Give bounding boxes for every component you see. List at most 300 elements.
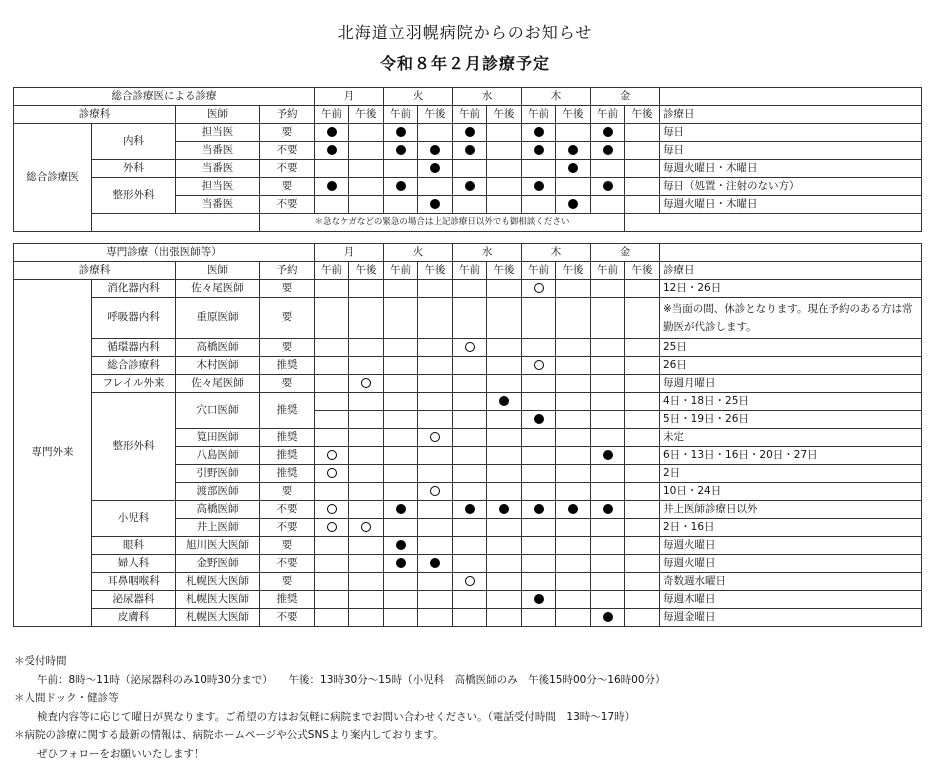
slot-cell — [418, 573, 453, 591]
slot-cell — [349, 447, 384, 465]
weekday-header: 木 — [522, 88, 591, 106]
slot-cell — [487, 591, 522, 609]
reservation-cell: 要 — [260, 339, 315, 357]
pm-header: 午後 — [625, 262, 660, 280]
schedule-title: 令和８年２月診療予定 — [379, 54, 550, 73]
slot-cell — [591, 298, 625, 339]
slot-cell — [418, 483, 453, 501]
dept-cell: フレイル外来 — [92, 375, 176, 393]
filled-circle-icon — [568, 199, 578, 209]
slot-cell — [384, 429, 418, 447]
slot-cell — [556, 465, 591, 483]
slot-cell — [418, 429, 453, 447]
slot-cell — [453, 537, 487, 555]
note-spacer — [92, 214, 260, 232]
doctor-cell: 佐々尾医師 — [176, 375, 260, 393]
doctor-cell: 井上医師 — [176, 519, 260, 537]
slot-cell — [453, 411, 487, 429]
slot-cell — [556, 375, 591, 393]
slot-cell — [522, 411, 556, 429]
slot-cell — [453, 609, 487, 627]
filled-circle-icon — [465, 145, 475, 155]
blank-header — [660, 88, 922, 106]
dept-cell: 小児科 — [92, 501, 176, 537]
slot-cell — [591, 519, 625, 537]
doctor-cell: 渡部医師 — [176, 483, 260, 501]
slot-cell — [522, 609, 556, 627]
am-header: 午前 — [315, 106, 349, 124]
filled-circle-icon — [603, 145, 613, 155]
slot-cell — [418, 465, 453, 483]
doctor-cell: 重原医師 — [176, 298, 260, 339]
dept-cell: 泌尿器科 — [92, 591, 176, 609]
filled-circle-icon — [465, 127, 475, 137]
slot-cell — [522, 573, 556, 591]
open-circle-icon — [534, 360, 544, 370]
slot-cell — [349, 357, 384, 375]
slot-cell — [487, 339, 522, 357]
slot-cell — [625, 429, 660, 447]
slot-cell — [315, 501, 349, 519]
dept-cell: 呼吸器内科 — [92, 298, 176, 339]
slot-cell — [384, 519, 418, 537]
days-cell: 4日・18日・25日 — [660, 393, 922, 411]
slot-cell — [418, 178, 453, 196]
slot-cell — [591, 573, 625, 591]
slot-cell — [349, 465, 384, 483]
days-cell: 26日 — [660, 357, 922, 375]
follow-text: ぜひフォローをお願いいたします！ — [37, 747, 205, 760]
slot-cell — [384, 591, 418, 609]
slot-cell — [384, 447, 418, 465]
slot-cell — [625, 519, 660, 537]
slot-cell — [556, 429, 591, 447]
days-cell: 5日・19日・26日 — [660, 411, 922, 429]
weekday-header: 火 — [384, 244, 453, 262]
slot-cell — [315, 196, 349, 214]
dept-header: 診療科 — [14, 106, 176, 124]
slot-cell — [384, 124, 418, 142]
slot-cell — [591, 501, 625, 519]
slot-cell — [556, 411, 591, 429]
reservation-cell: 要 — [260, 483, 315, 501]
slot-cell — [315, 447, 349, 465]
slot-cell — [591, 124, 625, 142]
slot-cell — [625, 465, 660, 483]
slot-cell — [349, 555, 384, 573]
filled-circle-icon — [327, 181, 337, 191]
slot-cell — [453, 357, 487, 375]
doctor-cell: 担当医 — [176, 178, 260, 196]
slot-cell — [625, 339, 660, 357]
section-title: 専門診療（出張医師等） — [14, 244, 315, 262]
slot-cell — [384, 178, 418, 196]
slot-cell — [453, 429, 487, 447]
dept-header: 診療科 — [14, 262, 176, 280]
slot-cell — [487, 196, 522, 214]
days-cell: 10日・24日 — [660, 483, 922, 501]
slot-cell — [453, 339, 487, 357]
slot-cell — [384, 357, 418, 375]
filled-circle-icon — [534, 145, 544, 155]
slot-cell — [315, 142, 349, 160]
slot-cell — [418, 555, 453, 573]
slot-cell — [487, 124, 522, 142]
days-cell: 25日 — [660, 339, 922, 357]
slot-cell — [384, 501, 418, 519]
days-cell: 毎週火曜日 — [660, 555, 922, 573]
slot-cell — [556, 357, 591, 375]
reservation-cell: 要 — [260, 375, 315, 393]
filled-circle-icon — [534, 414, 544, 424]
slot-cell — [487, 411, 522, 429]
dept-cell: 眼科 — [92, 537, 176, 555]
slot-cell — [349, 429, 384, 447]
pm-header: 午後 — [349, 262, 384, 280]
slot-cell — [625, 375, 660, 393]
slot-cell — [625, 501, 660, 519]
weekday-header: 火 — [384, 88, 453, 106]
days-cell: 毎週火曜日・木曜日 — [660, 160, 922, 178]
slot-cell — [349, 501, 384, 519]
filled-circle-icon — [534, 127, 544, 137]
slot-cell — [453, 447, 487, 465]
slot-cell — [418, 124, 453, 142]
doctor-cell: 八島医師 — [176, 447, 260, 465]
doctor-cell: 穴口医師 — [176, 393, 260, 429]
reservation-cell: 要 — [260, 573, 315, 591]
slot-cell — [349, 339, 384, 357]
slot-cell — [315, 375, 349, 393]
slot-cell — [349, 178, 384, 196]
doctor-cell: 旭川医大医師 — [176, 537, 260, 555]
doctor-cell: 金野医師 — [176, 555, 260, 573]
slot-cell — [487, 393, 522, 411]
slot-cell — [418, 142, 453, 160]
days-cell: 2日・16日 — [660, 519, 922, 537]
slot-cell — [315, 178, 349, 196]
doctor-header: 医師 — [176, 106, 260, 124]
slot-cell — [625, 160, 660, 178]
slot-cell — [384, 298, 418, 339]
open-circle-icon — [327, 504, 337, 514]
days-cell: 井上医師診療日以外 — [660, 501, 922, 519]
filled-circle-icon — [568, 163, 578, 173]
slot-cell — [349, 196, 384, 214]
slot-cell — [453, 465, 487, 483]
slot-cell — [625, 555, 660, 573]
reservation-cell: 要 — [260, 178, 315, 196]
filled-circle-icon — [396, 504, 406, 514]
filled-circle-icon — [603, 450, 613, 460]
reception-hours: 午前：8時～11時（泌尿器科のみ10時30分まで） 午後：13時30分～15時（小児科 高橋医師のみ 午後15時00分～16時00分） — [37, 673, 666, 686]
weekday-header: 水 — [453, 88, 522, 106]
slot-cell — [556, 298, 591, 339]
slot-cell — [625, 573, 660, 591]
slot-cell — [556, 339, 591, 357]
slot-cell — [349, 160, 384, 178]
pm-header: 午後 — [349, 106, 384, 124]
slot-cell — [522, 124, 556, 142]
slot-cell — [315, 357, 349, 375]
reservation-cell: 不要 — [260, 609, 315, 627]
section-title: 総合診療医による診療 — [14, 88, 315, 106]
slot-cell — [349, 591, 384, 609]
slot-cell — [556, 196, 591, 214]
dept-cell: 外科 — [92, 160, 176, 178]
slot-cell — [591, 375, 625, 393]
slot-cell — [384, 160, 418, 178]
doctor-cell: 佐々尾医師 — [176, 280, 260, 298]
slot-cell — [522, 393, 556, 411]
slot-cell — [522, 465, 556, 483]
slot-cell — [315, 573, 349, 591]
dept-cell: 循環器内科 — [92, 339, 176, 357]
filled-circle-icon — [327, 127, 337, 137]
slot-cell — [556, 160, 591, 178]
filled-circle-icon — [499, 504, 509, 514]
am-header: 午前 — [522, 106, 556, 124]
slot-cell — [418, 609, 453, 627]
slot-cell — [453, 393, 487, 411]
slot-cell — [522, 357, 556, 375]
doctor-cell: 木村医師 — [176, 357, 260, 375]
filled-circle-icon — [568, 504, 578, 514]
slot-cell — [556, 501, 591, 519]
reservation-cell: 不要 — [260, 501, 315, 519]
group-label: 総合診療医 — [14, 124, 92, 232]
slot-cell — [315, 339, 349, 357]
days-cell: 毎日 — [660, 124, 922, 142]
am-header: 午前 — [315, 262, 349, 280]
slot-cell — [522, 339, 556, 357]
slot-cell — [556, 555, 591, 573]
reservation-cell: 要 — [260, 124, 315, 142]
slot-cell — [625, 393, 660, 411]
hospital-notice-title: 北海道立羽幌病院からのお知らせ — [337, 23, 593, 42]
slot-cell — [384, 465, 418, 483]
weekday-header: 金 — [591, 244, 660, 262]
reservation-cell: 推奨 — [260, 393, 315, 429]
slot-cell — [522, 429, 556, 447]
slot-cell — [349, 537, 384, 555]
dept-cell: 整形外科 — [92, 393, 176, 501]
slot-cell — [418, 447, 453, 465]
slot-cell — [384, 375, 418, 393]
slot-cell — [453, 501, 487, 519]
pm-header: 午後 — [487, 262, 522, 280]
slot-cell — [315, 124, 349, 142]
dept-cell: 内科 — [92, 124, 176, 160]
filled-circle-icon — [465, 504, 475, 514]
slot-cell — [315, 280, 349, 298]
slot-cell — [556, 280, 591, 298]
filled-circle-icon — [327, 145, 337, 155]
days-cell: ※当面の間、休診となります。現在予約のある方は常勤医が代診します。 — [660, 298, 922, 339]
slot-cell — [315, 429, 349, 447]
info-text: ＊病院の診療に関する最新の情報は、病院ホームページや公式SNSより案内しております。 — [14, 729, 444, 742]
slot-cell — [487, 298, 522, 339]
slot-cell — [591, 280, 625, 298]
slot-cell — [522, 160, 556, 178]
filled-circle-icon — [568, 145, 578, 155]
slot-cell — [556, 609, 591, 627]
slot-cell — [418, 591, 453, 609]
slot-cell — [418, 393, 453, 411]
doctor-cell: 担当医 — [176, 124, 260, 142]
slot-cell — [384, 573, 418, 591]
pm-header: 午後 — [418, 106, 453, 124]
slot-cell — [453, 483, 487, 501]
slot-cell — [591, 196, 625, 214]
slot-cell — [625, 537, 660, 555]
filled-circle-icon — [430, 145, 440, 155]
slot-cell — [315, 160, 349, 178]
slot-cell — [487, 465, 522, 483]
doctor-cell: 当番医 — [176, 160, 260, 178]
slot-cell — [591, 609, 625, 627]
slot-cell — [315, 537, 349, 555]
slot-cell — [487, 447, 522, 465]
slot-cell — [522, 142, 556, 160]
dock-text: 検査内容等に応じて曜日が異なります。ご希望の方はお気軽に病院までお問い合わせください。（電話受付時間 13時～17時） — [37, 710, 636, 723]
days-cell: 奇数週水曜日 — [660, 573, 922, 591]
slot-cell — [522, 519, 556, 537]
days-cell: 毎日（処置・注射のない方） — [660, 178, 922, 196]
reservation-cell: 推奨 — [260, 465, 315, 483]
days-cell: 毎週金曜日 — [660, 609, 922, 627]
days-cell: 毎週木曜日 — [660, 591, 922, 609]
slot-cell — [418, 196, 453, 214]
filled-circle-icon — [534, 504, 544, 514]
slot-cell — [453, 280, 487, 298]
reservation-cell: 不要 — [260, 196, 315, 214]
slot-cell — [522, 483, 556, 501]
slot-cell — [418, 160, 453, 178]
open-circle-icon — [327, 450, 337, 460]
slot-cell — [453, 178, 487, 196]
emergency-note: ＊急なケガなどの緊急の場合は上記診療日以外でも御相談ください — [260, 214, 625, 232]
weekday-header: 木 — [522, 244, 591, 262]
slot-cell — [384, 339, 418, 357]
slot-cell — [625, 280, 660, 298]
slot-cell — [487, 555, 522, 573]
days-cell: 毎週火曜日 — [660, 537, 922, 555]
reservation-header: 予約 — [260, 262, 315, 280]
reservation-cell: 推奨 — [260, 429, 315, 447]
filled-circle-icon — [534, 181, 544, 191]
doctor-cell: 引野医師 — [176, 465, 260, 483]
slot-cell — [349, 124, 384, 142]
slot-cell — [556, 519, 591, 537]
slot-cell — [384, 483, 418, 501]
notes-section — [14, 652, 919, 764]
slot-cell — [625, 196, 660, 214]
slot-cell — [522, 537, 556, 555]
filled-circle-icon — [396, 145, 406, 155]
slot-cell — [591, 357, 625, 375]
reservation-cell: 要 — [260, 280, 315, 298]
slot-cell — [349, 298, 384, 339]
slot-cell — [349, 375, 384, 393]
filled-circle-icon — [430, 199, 440, 209]
slot-cell — [487, 357, 522, 375]
doctor-header: 医師 — [176, 262, 260, 280]
slot-cell — [453, 142, 487, 160]
reservation-cell: 要 — [260, 537, 315, 555]
reservation-cell: 推奨 — [260, 357, 315, 375]
slot-cell — [418, 519, 453, 537]
general-schedule-table — [13, 87, 922, 232]
open-circle-icon — [361, 378, 371, 388]
filled-circle-icon — [603, 504, 613, 514]
open-circle-icon — [465, 342, 475, 352]
slot-cell — [315, 411, 349, 429]
slot-cell — [418, 339, 453, 357]
filled-circle-icon — [430, 558, 440, 568]
slot-cell — [591, 411, 625, 429]
slot-cell — [315, 591, 349, 609]
slot-cell — [453, 591, 487, 609]
pm-header: 午後 — [625, 106, 660, 124]
filled-circle-icon — [603, 127, 613, 137]
slot-cell — [522, 178, 556, 196]
weekday-header: 水 — [453, 244, 522, 262]
slot-cell — [522, 501, 556, 519]
slot-cell — [556, 483, 591, 501]
reservation-cell: 推奨 — [260, 447, 315, 465]
open-circle-icon — [327, 468, 337, 478]
slot-cell — [556, 591, 591, 609]
days-cell: 毎週火曜日・木曜日 — [660, 196, 922, 214]
weekday-header: 金 — [591, 88, 660, 106]
filled-circle-icon — [465, 181, 475, 191]
days-cell: 6日・13日・16日・20日・27日 — [660, 447, 922, 465]
slot-cell — [315, 298, 349, 339]
reservation-cell: 要 — [260, 298, 315, 339]
dept-cell: 総合診療科 — [92, 357, 176, 375]
slot-cell — [522, 375, 556, 393]
dept-cell: 婦人科 — [92, 555, 176, 573]
reservation-cell: 不要 — [260, 555, 315, 573]
am-header: 午前 — [591, 106, 625, 124]
slot-cell — [522, 555, 556, 573]
slot-cell — [625, 411, 660, 429]
days-header: 診療日 — [660, 262, 922, 280]
pm-header: 午後 — [487, 106, 522, 124]
slot-cell — [487, 519, 522, 537]
slot-cell — [487, 573, 522, 591]
slot-cell — [487, 537, 522, 555]
slot-cell — [522, 447, 556, 465]
open-circle-icon — [430, 432, 440, 442]
am-header: 午前 — [384, 106, 418, 124]
slot-cell — [556, 537, 591, 555]
days-cell: 毎週月曜日 — [660, 375, 922, 393]
am-header: 午前 — [591, 262, 625, 280]
slot-cell — [625, 609, 660, 627]
slot-cell — [349, 519, 384, 537]
slot-cell — [556, 142, 591, 160]
doctor-cell: 当番医 — [176, 142, 260, 160]
slot-cell — [625, 298, 660, 339]
slot-cell — [625, 178, 660, 196]
slot-cell — [487, 483, 522, 501]
slot-cell — [315, 609, 349, 627]
filled-circle-icon — [603, 612, 613, 622]
slot-cell — [384, 537, 418, 555]
slot-cell — [591, 393, 625, 411]
